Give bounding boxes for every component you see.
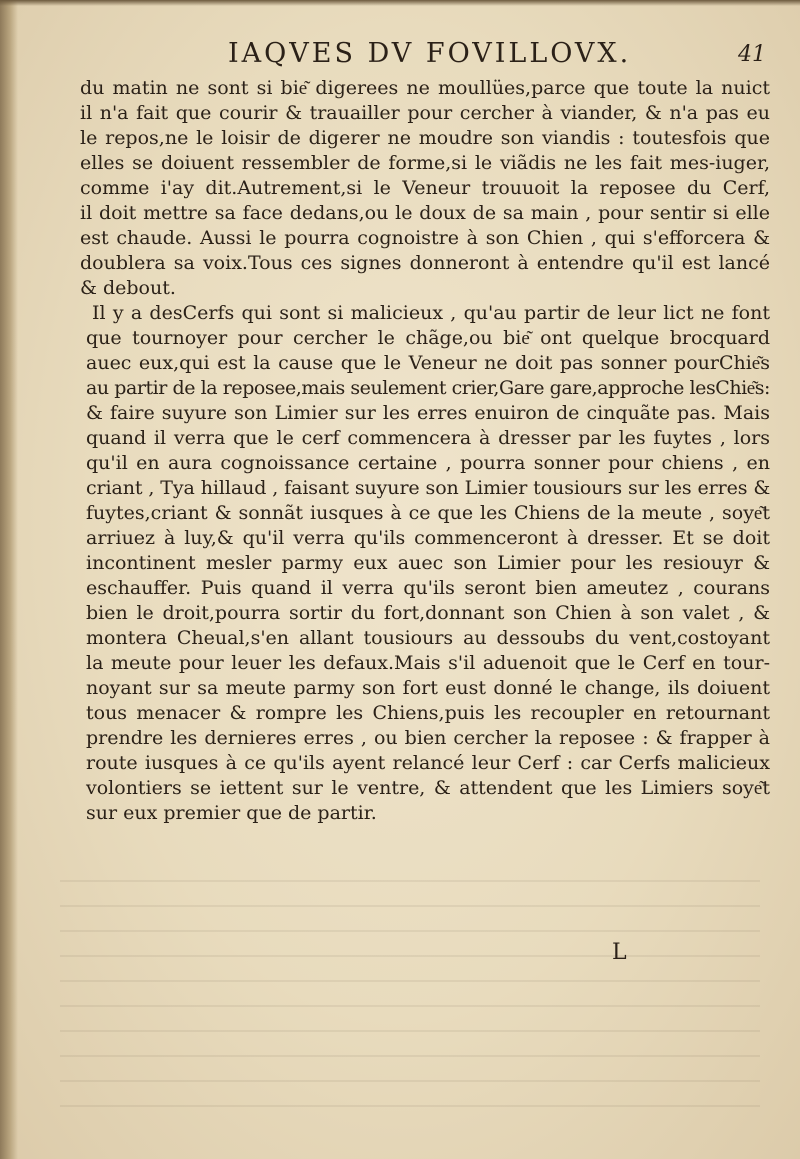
text-line: doublera sa voix.Tous ces signes donneront à entendre qu'il est lancé (80, 252, 770, 274)
text-line: quand il verra que le cerf commencera à dresser par les fuytes , lors (86, 427, 770, 449)
text-line: Il y a desCerfs qui sont si malicieux , qu'au partir de leur lict ne font (92, 302, 770, 324)
text-line: criant , Tya hillaud , faisant suyure son Limier tousiours sur les erres & (86, 477, 771, 499)
page-top-edge (0, 0, 800, 6)
text-line: auec eux,qui est la cause que le Veneur ne doit pas sonner pourChie͂s (86, 352, 770, 374)
text-line: comme i'ay dit.Autrement,si le Veneur trouuoit la reposee du Cerf, (80, 177, 770, 199)
show-through-bleed (60, 880, 760, 1120)
text-line: volontiers se iettent sur le ventre, & attendent que les Limiers soye͂t (86, 777, 770, 799)
text-line: est chaude. Aussi le pourra cognoistre à son Chien , qui s'efforcera & (80, 227, 770, 249)
text-line: route iusques à ce qu'ils ayent relancé leur Cerf : car Cerfs malicieux (86, 752, 770, 774)
body-text (80, 76, 770, 826)
text-line: & debout. (80, 277, 176, 299)
text-line: il n'a fait que courir & trauailler pour cercher à viander, & n'a pas eu (80, 102, 770, 124)
page-header (80, 38, 780, 78)
text-line: il doit mettre sa face dedans,ou le doux de sa main , pour sentir si elle (80, 202, 770, 224)
text-line: eschauffer. Puis quand il verra qu'ils seront bien ameutez , courans (86, 577, 770, 599)
paragraph (80, 76, 770, 301)
text-line: noyant sur sa meute parmy son fort eust donné le change, ils doiuent (86, 677, 770, 699)
text-line: tous menacer & rompre les Chiens,puis les recoupler en retournant (86, 702, 770, 724)
text-line: bien le droit,pourra sortir du fort,donnant son Chien à son valet , & (86, 602, 770, 624)
text-line: qu'il en aura cognoissance certaine , pourra sonner pour chiens , en (86, 452, 770, 474)
text-line: & faire suyure son Limier sur les erres enuiron de cinquãte pas. Mais (86, 402, 770, 424)
text-line: incontinent mesler parmy eux auec son Limier pour les resiouyr & (86, 552, 770, 574)
text-line: arriuez à luy,& qu'il verra qu'ils commenceront à dresser. Et se doit (86, 527, 770, 549)
text-line: la meute pour leuer les defaux.Mais s'il aduenoit que le Cerf en tour- (86, 652, 770, 674)
text-line: le repos,ne le loisir de digerer ne moudre son viandis : toutesfois que (80, 127, 770, 149)
text-line: du matin ne sont si bie͂ digerees ne moullües,parce que toute la nuict (80, 77, 770, 99)
running-head: IAQVES DV FOVILLOVX. (228, 38, 632, 69)
text-line: elles se doiuent ressembler de forme,si le viãdis ne les fait mes-iuger, (80, 152, 770, 174)
text-line: sur eux premier que de partir. (86, 802, 377, 824)
text-line: prendre les dernieres erres , ou bien cercher la reposee : & frapper à (86, 727, 770, 749)
paragraph (80, 301, 770, 826)
catchword: L (612, 940, 627, 965)
text-line: au partir de la reposee,mais seulement crier,Gare gare,approche lesChie͂s: (86, 377, 770, 399)
page-number: 41 (738, 42, 766, 67)
page-gutter-shadow (0, 0, 18, 1159)
text-line: montera Cheual,s'en allant tousiours au dessoubs du vent,costoyant (86, 627, 770, 649)
text-line: que tournoyer pour cercher le chãge,ou bie͂ ont quelque brocquard (86, 327, 770, 349)
text-line: fuytes,criant & sonnãt iusques à ce que les Chiens de la meute , soye͂t (86, 502, 770, 524)
